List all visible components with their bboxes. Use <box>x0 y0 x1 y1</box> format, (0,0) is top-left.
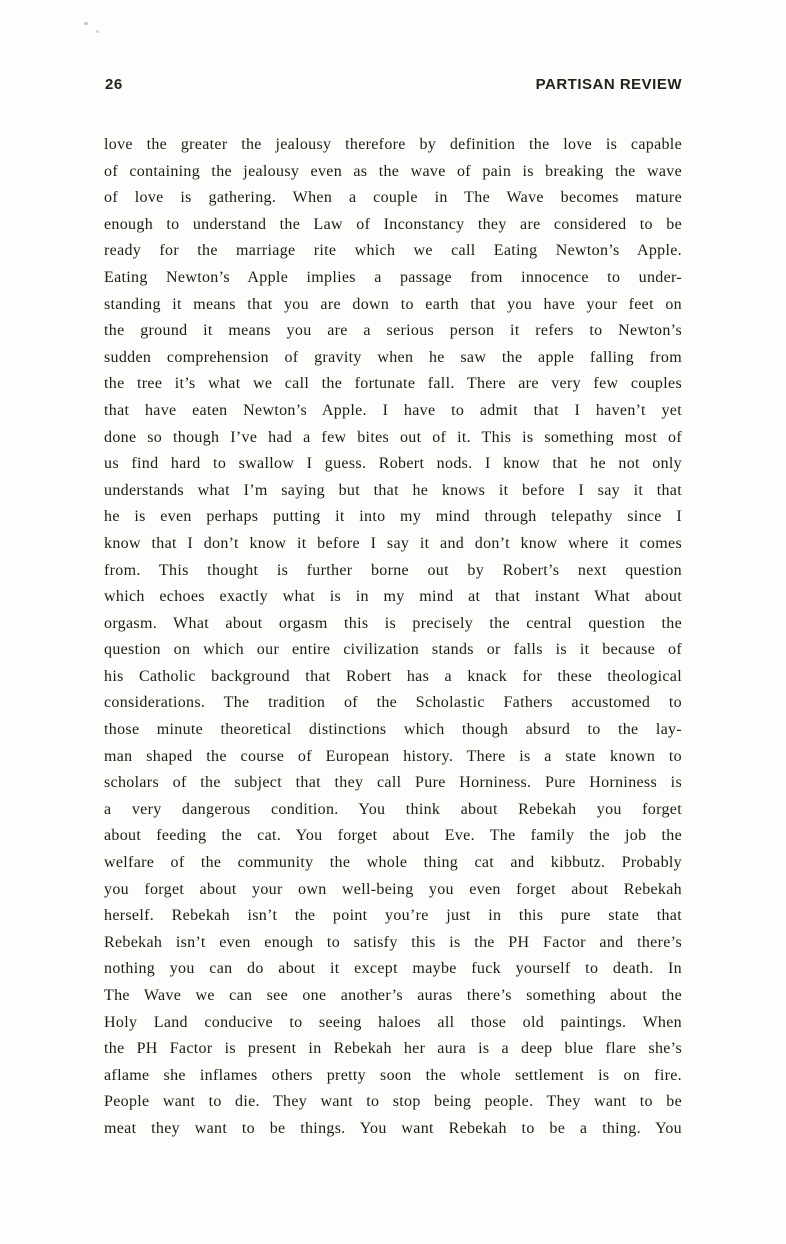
text-line: enough to understand the Law of Inconstancy they are considered to be <box>104 215 682 233</box>
text-line: understands what I’m saying but that he knows it before I say it that <box>104 481 682 499</box>
text-line: standing it means that you are down to earth that you have your feet on <box>104 295 682 313</box>
text-line: those minute theoretical distinctions which though absurd to the lay- <box>104 721 682 739</box>
text-line: Holy Land conducive to seeing haloes all those old paintings. When <box>104 1013 682 1031</box>
page-header <box>105 76 682 93</box>
text-line: nothing you can do about it except maybe fuck yourself to death. In <box>104 960 682 978</box>
text-line: the ground it means you are a serious person it refers to Newton’s <box>104 322 682 340</box>
text-line: of containing the jealousy even as the wave of pain is breaking the wave <box>104 162 682 180</box>
text-line: scholars of the subject that they call Pure Horniness. Pure Horniness is <box>104 774 682 792</box>
text-line: of love is gathering. When a couple in The Wave becomes mature <box>104 189 682 207</box>
text-line: considerations. The tradition of the Scholastic Fathers accustomed to <box>104 694 682 712</box>
text-line: his Catholic background that Robert has a knack for these theological <box>104 667 682 685</box>
text-line: Eating Newton’s Apple implies a passage from innocence to under- <box>104 268 682 286</box>
text-line: love the greater the jealousy therefore by definition the love is capable <box>104 136 682 153</box>
text-line: the PH Factor is present in Rebekah her aura is a deep blue flare she’s <box>104 1040 682 1058</box>
text-line: meat they want to be things. You want Rebekah to be a thing. You <box>104 1119 682 1137</box>
text-line: from. This thought is further borne out by Robert’s next question <box>104 561 682 579</box>
text-line: you forget about your own well-being you even forget about Rebekah <box>104 880 682 898</box>
text-line: ready for the marriage rite which we call Eating Newton’s Apple. <box>104 242 682 260</box>
text-line: People want to die. They want to stop being people. They want to be <box>104 1093 682 1111</box>
scan-artifact <box>84 22 88 25</box>
body-text <box>104 132 682 1143</box>
text-line: orgasm. What about orgasm this is precisely the central question the <box>104 614 682 632</box>
text-line: which echoes exactly what is in my mind at that instant What about <box>104 588 682 606</box>
text-line: that have eaten Newton’s Apple. I have to admit that I haven’t yet <box>104 401 682 419</box>
page-number: 26 <box>105 76 123 93</box>
text-line: man shaped the course of European history. There is a state known to <box>104 747 682 765</box>
text-line: the tree it’s what we call the fortunate fall. There are very few couples <box>104 375 682 393</box>
text-line: question on which our entire civilization stands or falls is it because of <box>104 641 682 659</box>
text-line: know that I don’t know it before I say it and don’t know where it comes <box>104 534 682 552</box>
text-line: sudden comprehension of gravity when he saw the apple falling from <box>104 348 682 366</box>
text-line: done so though I’ve had a few bites out of it. This is something most of <box>104 428 682 446</box>
text-line: welfare of the community the whole thing cat and kibbutz. Probably <box>104 854 682 872</box>
text-line: Rebekah isn’t even enough to satisfy this is the PH Factor and there’s <box>104 933 682 951</box>
text-line: he is even perhaps putting it into my mind through telepathy since I <box>104 508 682 526</box>
text-line: about feeding the cat. You forget about Eve. The family the job the <box>104 827 682 845</box>
text-line: a very dangerous condition. You think about Rebekah you forget <box>104 800 682 818</box>
journal-title: PARTISAN REVIEW <box>535 76 682 93</box>
scan-artifact <box>96 30 99 33</box>
text-line: herself. Rebekah isn’t the point you’re just in this pure state that <box>104 907 682 925</box>
text-line: us find hard to swallow I guess. Robert nods. I know that he not only <box>104 455 682 473</box>
text-line: The Wave we can see one another’s auras there’s something about the <box>104 987 682 1004</box>
text-line: aflame she inflames others pretty soon the whole settlement is on fire. <box>104 1066 682 1084</box>
